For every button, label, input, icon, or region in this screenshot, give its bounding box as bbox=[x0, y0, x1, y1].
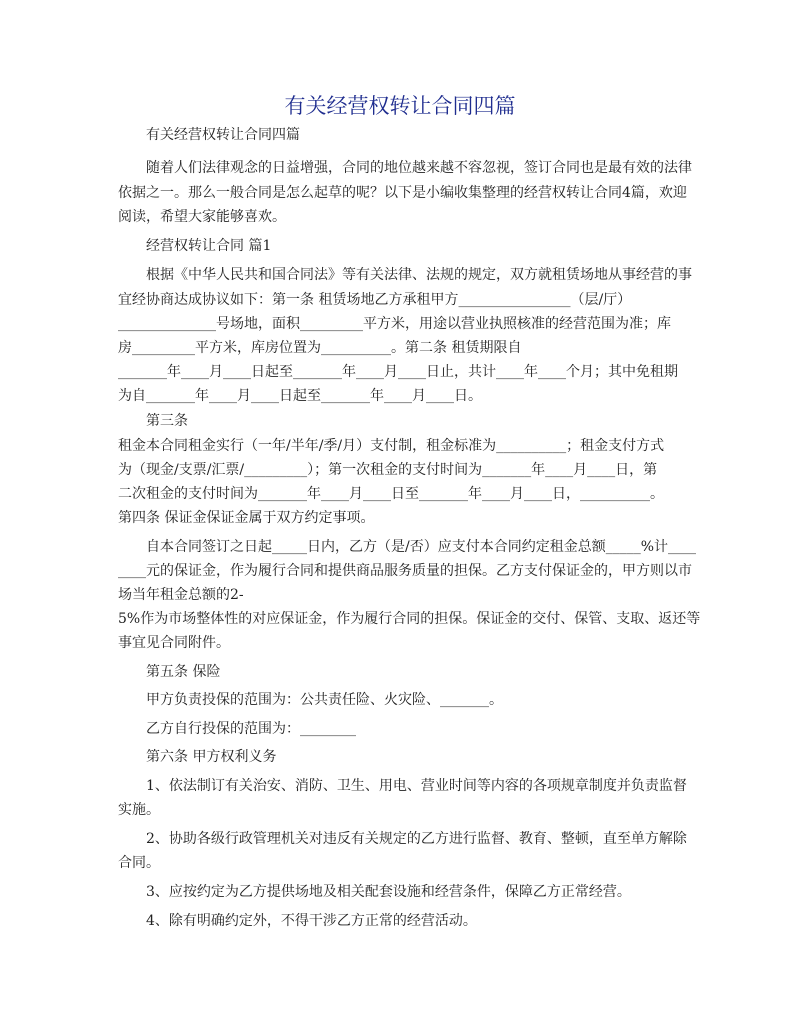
list-item: 实施。 bbox=[118, 802, 160, 818]
article-heading: 第六条 甲方权利义务 bbox=[146, 749, 277, 765]
article-heading: 第四条 保证金保证金属于双方约定事项。 bbox=[118, 510, 375, 526]
body-line: 二次租金的支付时间为_______年____月____日至_______年____月____日，__________。 bbox=[118, 486, 664, 502]
subtitle-line: 有关经营权转让合同四篇 bbox=[146, 127, 300, 143]
document-title: 有关经营权转让合同四篇 bbox=[284, 94, 516, 118]
list-item: 4、除有明确约定外，不得干涉乙方正常的经营活动。 bbox=[146, 913, 477, 929]
body-line: 场当年租金总额的2- bbox=[118, 587, 244, 603]
intro-line: 随着人们法律观念的日益增强，合同的地位越来越不容忽视，签订合同也是最有效的法律 bbox=[146, 160, 692, 176]
body-line: 为自_______年____月____日起至_______年____月____日。 bbox=[118, 388, 482, 404]
body-line: 租金本合同租金实行（一年/半年/季/月）支付制，租金标准为__________；租金支付方式 bbox=[118, 438, 665, 454]
list-item: 2、协助各级行政管理机关对违反有关规定的乙方进行监督、教育、整顿，直至单方解除 bbox=[146, 831, 687, 847]
body-line: 根据《中华人民共和国合同法》等有关法律、法规的规定，双方就租赁场地从事经营的事 bbox=[146, 267, 692, 283]
list-item: 3、应按约定为乙方提供场地及相关配套设施和经营条件，保障乙方正常经营。 bbox=[146, 884, 631, 900]
intro-line: 依据之一。那么一般合同是怎么起草的呢？以下是小编收集整理的经营权转让合同4篇，欢迎 bbox=[118, 185, 687, 201]
body-line: 5%作为市场整体性的对应保证金，作为履行合同的担保。保证金的交付、保管、支取、返还等 bbox=[118, 611, 701, 627]
list-item: 1、依法制订有关治安、消防、卫生、用电、营业时间等内容的各项规章制度并负责监督 bbox=[146, 778, 687, 794]
body-line: ____元的保证金，作为履行合同和提供商品服务质量的担保。乙方支付保证金的，甲方则以市 bbox=[118, 563, 692, 579]
section-heading: 经营权转让合同 篇1 bbox=[146, 238, 272, 254]
body-line: 为（现金/支票/汇票/_________）；第一次租金的支付时间为_______年____月____日，第 bbox=[118, 462, 658, 478]
body-line: ______________号场地，面积_________平方米，用途以营业执照核准的经营范围为准；库 bbox=[118, 316, 671, 332]
list-item: 合同。 bbox=[118, 855, 160, 871]
body-line: 事宜见合同附件。 bbox=[118, 635, 230, 651]
body-line: 甲方负责投保的范围为：公共责任险、火灾险、_______。 bbox=[146, 692, 503, 708]
body-line: _______年____月____日起至_______年____月____日止，共计____年____个月；其中免租期 bbox=[118, 364, 678, 380]
body-line: 乙方自行投保的范围为：________ bbox=[146, 721, 356, 737]
body-line: 房_________平方米，库房位置为__________。第二条 租赁期限自 bbox=[118, 340, 522, 356]
body-line: 自本合同签订之日起_____日内，乙方（是/否）应支付本合同约定租金总额_____%计____ bbox=[146, 539, 697, 555]
intro-line: 阅读，希望大家能够喜欢。 bbox=[118, 209, 286, 225]
article-heading: 第五条 保险 bbox=[146, 664, 221, 680]
body-line: 宜经协商达成协议如下：第一条 租赁场地乙方承租甲方________________（层/厅） bbox=[118, 292, 632, 308]
article-heading: 第三条 bbox=[146, 413, 188, 429]
